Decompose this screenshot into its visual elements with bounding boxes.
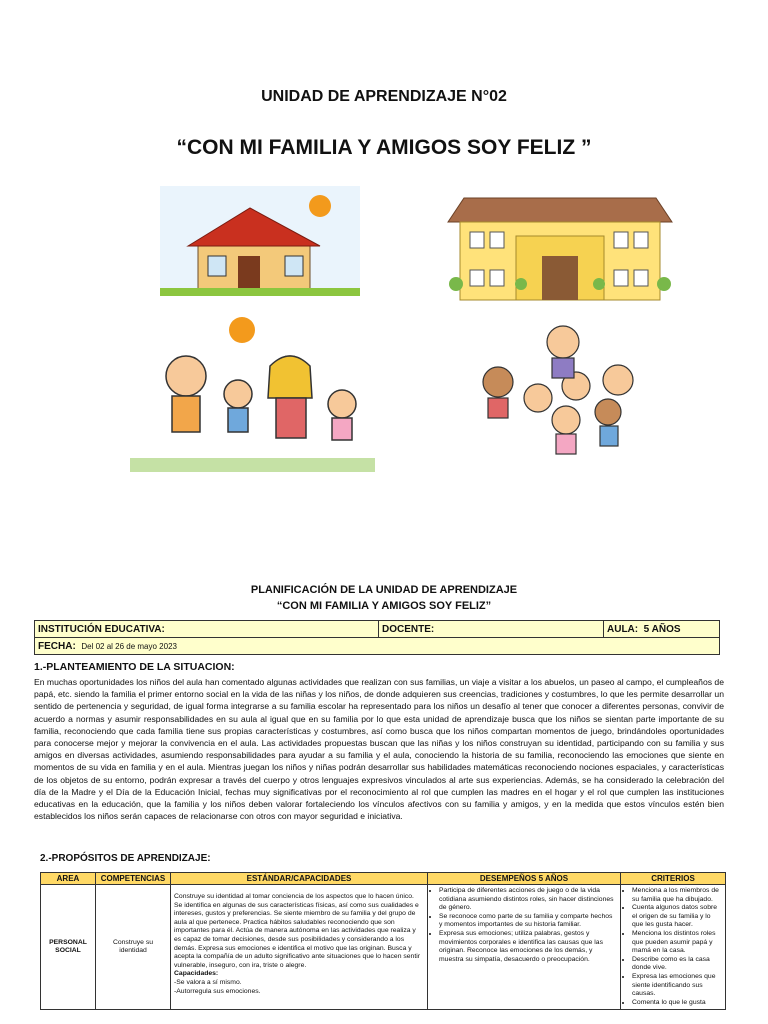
performances-cell bbox=[428, 885, 621, 1010]
classroom-cell bbox=[604, 621, 720, 638]
area-cell: PERSONAL SOCIAL bbox=[41, 885, 96, 1010]
date-label: FECHA: bbox=[38, 640, 76, 652]
competence-cell: Construye su identidad bbox=[96, 885, 171, 1010]
performance-item: • Participa de diferentes acciones de juego o de la vida cotidiana asumiendo distintos roles, sin hacer distinciones de género. bbox=[439, 887, 617, 913]
capacities-label: Capacidades: bbox=[174, 970, 219, 978]
performance-item: • Se reconoce como parte de su familia y comparte hechos y momentos importantes de su historia familiar. bbox=[439, 913, 617, 930]
section1-title: 1.-PLANTEAMIENTO DE LA SITUACION: bbox=[34, 661, 235, 673]
classroom-value: 5 AÑOS bbox=[643, 623, 681, 635]
header-criteria: CRITERIOS bbox=[621, 873, 726, 885]
classroom-label: AULA: bbox=[607, 623, 639, 635]
institution-label: INSTITUCIÓN EDUCATIVA: bbox=[35, 621, 379, 638]
teacher-label: DOCENTE: bbox=[379, 621, 604, 638]
planning-heading bbox=[0, 582, 768, 614]
standard-text: Construye su identidad al tomar conciencia de los aspectos que lo hacen único. Se identifica en algunas de sus características físicas, así como sus cualidades e intereses, gustos y preferencias. Se siente miembro de su familia y del grupo de aula al que pertenece. Practica hábitos saludables reconociendo que son importantes para él. Actúa de manera autónoma en las actividades que realiza y es capaz de tomar decisiones, desde sus posibilidades y considerando a los demás. Expresa sus emociones e identifica el motivo que las originan. Busca y acepta la compañía de un adulto significativo ante situaciones que lo hacen sentir vulnerable, inseguro, con ira, triste o alegre. bbox=[174, 893, 420, 969]
capacity-item: -Autorregula sus emociones. bbox=[174, 987, 261, 995]
unit-title: UNIDAD DE APRENDIZAJE N°02 bbox=[261, 88, 507, 105]
performance-item: • Expresa sus emociones; utiliza palabras, gestos y movimientos corporales e identifica las causas que las originan. Reconoce las emociones de los demás, y muestra su simpatía, desacuerdo o preocupación. bbox=[439, 930, 617, 964]
school-illustration bbox=[446, 192, 674, 302]
criteria-item: • Describe como es la casa donde vive. bbox=[632, 956, 722, 973]
header-area: AREA bbox=[41, 873, 96, 885]
purposes-header-row bbox=[41, 873, 726, 885]
section2-title: 2.-PROPÓSITOS DE APRENDIZAJE: bbox=[40, 853, 211, 864]
standard-cell bbox=[171, 885, 428, 1010]
friends-illustration bbox=[458, 318, 668, 468]
date-cell bbox=[35, 638, 720, 655]
header-standard: ESTÁNDAR/CAPACIDADES bbox=[171, 873, 428, 885]
sun-icon bbox=[309, 195, 331, 217]
planning-line-2: “CON MI FAMILIA Y AMIGOS SOY FELIZ” bbox=[276, 600, 492, 612]
main-title: “CON MI FAMILIA Y AMIGOS SOY FELIZ ” bbox=[176, 136, 592, 159]
capacity-item: -Se valora a sí mismo. bbox=[174, 978, 242, 986]
section1-body: En muchas oportunidades los niños del aula han comentado algunas actividades que realizan con sus familias, un viaje a visitar a los abuelos, un paseo al campo, el cumpleaños de papá, etc. siendo la familia el primer entorno social en la vida de las niñas y los niños, de donde adquieren sus creencias, tradiciones y costumbres, lo que les permite desarrollar un sentido de pertenencia y seguridad, de igual forma integrarse a su familia escolar ha representado para los niños un desafío al tener que conocer a diferentes personas, convivir de acuerdo a normas y asumir responsabilidades en su aula al igual que en su familia por lo que esta unidad de aprendizaje busca que los niños se sientan parte importante de su familia, reconociendo que cada familia tiene sus propias características y costumbres, así como busca que los niños compartan momentos de juego, brindándoles oportunidades para conocerse mejor y mejorar la convivencia en el aula. Las actividades propuestas buscan que las niñas y los niños construyan su identidad, participando con su familia y sus amigos en diversas actividades, asumiendo responsabilidades para ayudar a su familia y el aula, conociendo la historia de su familia, reconociendo las emociones que siente en momentos de su vida en familia y en el aula. Mientras juegan los niños y niñas podrán desarrollar sus habilidades matemáticas reconociendo nociones espaciales, y características de los objetos de su entorno, podrán expresar a través del cuerpo y otros lenguajes expresivos vinculados al arte sus experiencias. Además, se ha considerado la celebración del día de la Madre y el Día de la Educación Inicial, fechas muy significativas por el reconocimiento al rol que cumplen las madres en el hogar y el rol que cumplen las instituciones educativas en la educación, que la familia y los niños deben valorar fortaleciendo los vínculos afectivos con su familia y amigos, y en la medida que estos vínculos estén bien establecidos los niños serán capaces de relacionarse con otros con mayor seguridad e iniciativa. bbox=[34, 677, 724, 822]
header-performances: DESEMPEÑOS 5 AÑOS bbox=[428, 873, 621, 885]
house-illustration bbox=[160, 186, 360, 296]
criteria-item: • Menciona los distintos roles que pueden asumir papá y mamá en la casa. bbox=[632, 930, 722, 956]
criteria-item: • Comenta lo que le gusta bbox=[632, 999, 722, 1008]
header-competences: COMPETENCIAS bbox=[96, 873, 171, 885]
criteria-item: • Cuenta algunos datos sobre el origen de su familia y lo que les gusta hacer. bbox=[632, 904, 722, 930]
criteria-item: • Expresa las emociones que siente identificando sus causas. bbox=[632, 973, 722, 999]
table-row bbox=[41, 885, 726, 1010]
date-value: Del 02 al 26 de mayo 2023 bbox=[81, 641, 177, 651]
criteria-cell bbox=[621, 885, 726, 1010]
family-illustration bbox=[130, 306, 375, 472]
purposes-table bbox=[40, 872, 726, 1010]
criteria-item: • Menciona a los miembros de su familia que ha dibujado. bbox=[632, 887, 722, 904]
info-table bbox=[34, 620, 720, 655]
planning-line-1: PLANIFICACIÓN DE LA UNIDAD DE APRENDIZAJE bbox=[250, 584, 518, 596]
